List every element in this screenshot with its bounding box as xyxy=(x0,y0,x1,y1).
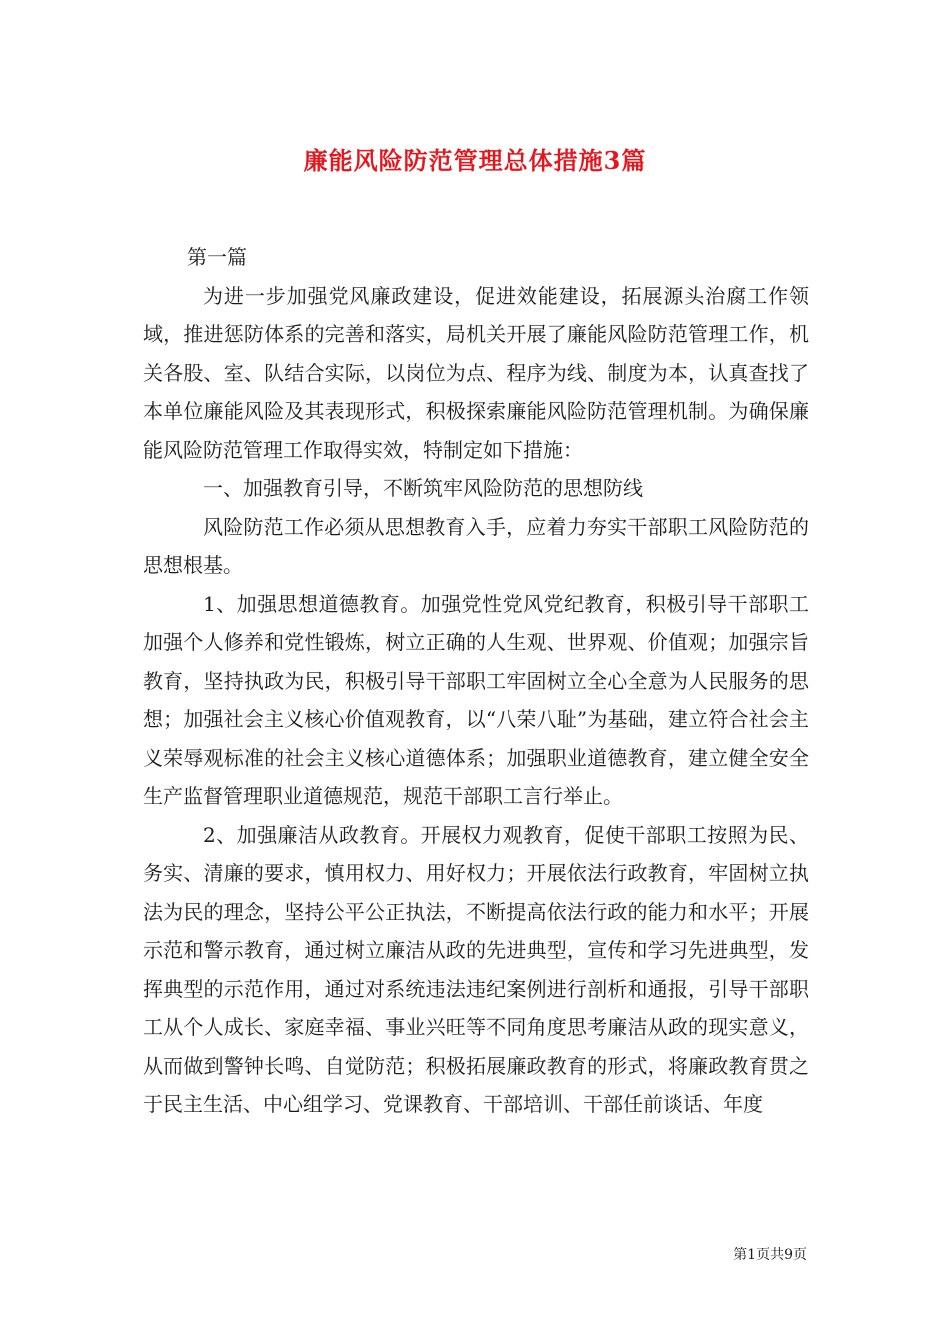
body-paragraph-intro: 为进一步加强党风廉政建设，促进效能建设，拓展源头治腐工作领域，推进惩防体系的完善和落实，局机关开展了廉能风险防范管理工作，机关各股、室、队结合实际，以岗位为点、程序为线、制度为本，认真查找了本单位廉能风险及其表现形式，积极探索廉能风险防范管理机制。为确保廉能风险防范管理工作取得实效，特制定如下措施： xyxy=(143,283,809,462)
body-paragraph-2: 风险防范工作必须从思想教育入手，应着力夯实干部职工风险防范的思想根基。 xyxy=(143,514,809,577)
document-body xyxy=(143,238,809,1124)
body-paragraph-item-2: 2、加强廉洁从政教育。开展权力观教育，促使干部职工按照为民、务实、清廉的要求，慎用权力、用好权力；开展依法行政教育，牢固树立执法为民的理念，坚持公平公正执法，不断提高依法行政的能力和水平；开展示范和警示教育，通过树立廉洁从政的先进典型，宣传和学习先进典型，发挥典型的示范作用，通过对系统违法违纪案例进行剖析和通报，引导干部职工从个人成长、家庭幸福、事业兴旺等不同角度思考廉洁从政的现实意义，从而做到警钟长鸣、自觉防范；积极拓展廉政教育的形式，将廉政教育贯之于民主生活、中心组学习、党课教育、干部培训、干部任前谈话、年度 xyxy=(143,822,809,1116)
section-label: 第一篇 xyxy=(187,245,247,269)
page-title: 廉能风险防范管理总体措施3篇 xyxy=(303,146,647,176)
section-heading-1: 一、加强教育引导，不断筑牢风险防范的思想防线 xyxy=(203,476,643,500)
body-paragraph-item-1: 1、加强思想道德教育。加强党性党风党纪教育，积极引导干部职工加强个人修养和党性锻炼，树立正确的人生观、世界观、价值观；加强宗旨教育，坚持执政为民，积极引导干部职工牢固树立全心全意为人民服务的思想；加强社会主义核心价值观教育，以“八荣八耻”为基础，建立符合社会主义荣辱观标准的社会主义核心道德体系；加强职业道德教育，建立健全安全生产监督管理职业道德规范，规范干部职工言行举止。 xyxy=(143,591,809,808)
page-number-footer: 第1页共9页 xyxy=(733,1247,807,1263)
